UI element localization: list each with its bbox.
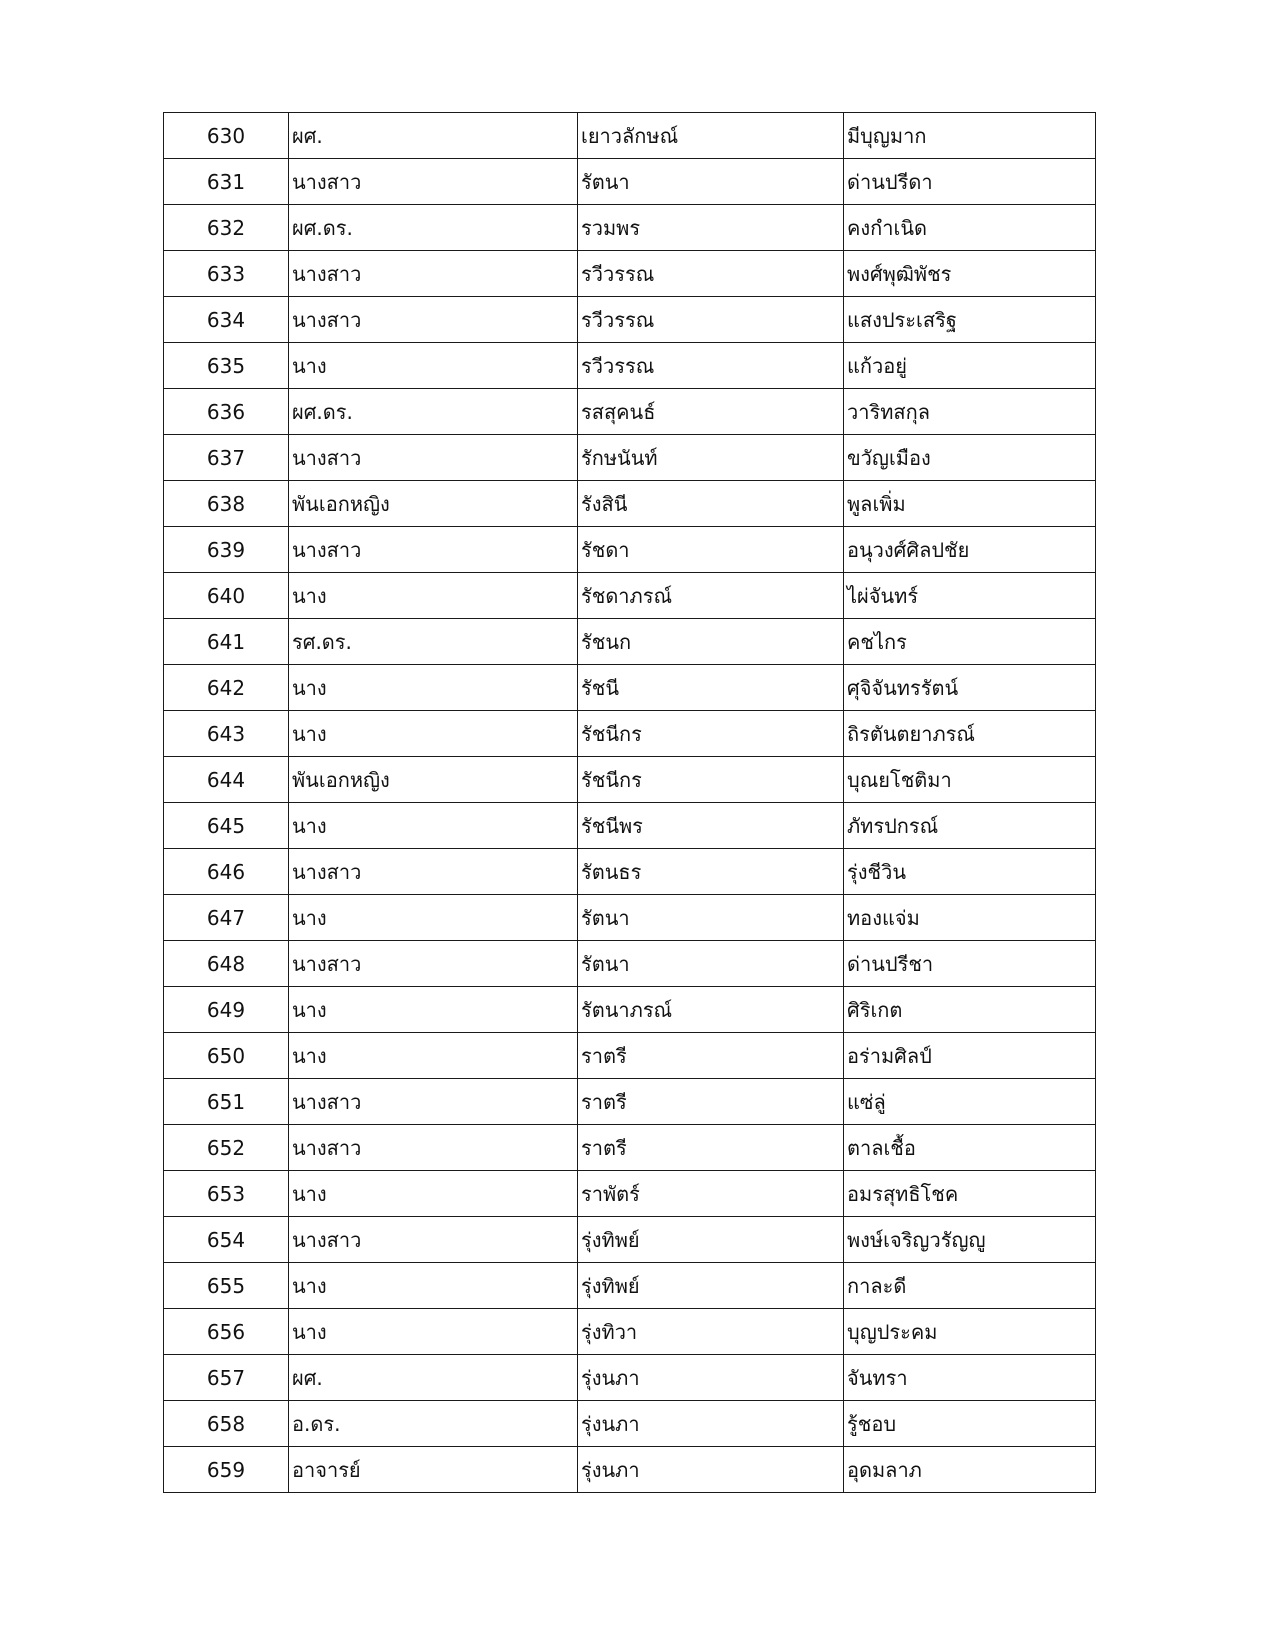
last-name-cell: คชไกร [844,619,1096,665]
name-title-cell: นางสาว [289,1079,578,1125]
table-row [164,1217,1096,1263]
last-name-cell: อมรสุทธิโชค [844,1171,1096,1217]
name-title-cell: นาง [289,1263,578,1309]
name-title-cell: นางสาว [289,849,578,895]
name-title-cell: นาง [289,1171,578,1217]
name-title-cell: อ.ดร. [289,1401,578,1447]
row-number-cell: 646 [164,849,289,895]
table-row [164,205,1096,251]
table-row [164,987,1096,1033]
table-row [164,665,1096,711]
last-name-cell: อนุวงศ์ศิลปชัย [844,527,1096,573]
last-name-cell: ไผ่จันทร์ [844,573,1096,619]
first-name-cell: ราตรี [578,1125,844,1171]
row-number-cell: 653 [164,1171,289,1217]
first-name-cell: รัชดาภรณ์ [578,573,844,619]
last-name-cell: ภัทรปกรณ์ [844,803,1096,849]
table-row [164,1309,1096,1355]
first-name-cell: รัชนี [578,665,844,711]
last-name-cell: ถิรตันตยาภรณ์ [844,711,1096,757]
table-row [164,159,1096,205]
name-title-cell: นางสาว [289,941,578,987]
name-title-cell: นาง [289,895,578,941]
row-number-cell: 636 [164,389,289,435]
first-name-cell: รุ่งทิพย์ [578,1217,844,1263]
first-name-cell: รวีวรรณ [578,343,844,389]
table-row [164,1125,1096,1171]
table-row [164,757,1096,803]
table-row [164,1171,1096,1217]
table-row [164,113,1096,159]
first-name-cell: รวีวรรณ [578,297,844,343]
first-name-cell: รัตนา [578,941,844,987]
first-name-cell: รสสุคนธ์ [578,389,844,435]
last-name-cell: รุ่งชีวิน [844,849,1096,895]
table-row [164,481,1096,527]
table-row [164,803,1096,849]
first-name-cell: รัชนก [578,619,844,665]
first-name-cell: รักษนันท์ [578,435,844,481]
name-title-cell: นาง [289,987,578,1033]
first-name-cell: รัตนธร [578,849,844,895]
name-title-cell: นางสาว [289,297,578,343]
table-body [164,113,1096,1493]
row-number-cell: 635 [164,343,289,389]
name-title-cell: ผศ. [289,1355,578,1401]
row-number-cell: 640 [164,573,289,619]
row-number-cell: 630 [164,113,289,159]
name-title-cell: นาง [289,711,578,757]
last-name-cell: ด่านปรีชา [844,941,1096,987]
first-name-cell: รุ่งนภา [578,1355,844,1401]
last-name-cell: ศุจิจันทรรัตน์ [844,665,1096,711]
name-title-cell: นาง [289,343,578,389]
table-row [164,1355,1096,1401]
last-name-cell: มีบุญมาก [844,113,1096,159]
last-name-cell: วาริทสกุล [844,389,1096,435]
first-name-cell: รวีวรรณ [578,251,844,297]
table-row [164,343,1096,389]
last-name-cell: พูลเพิ่ม [844,481,1096,527]
name-title-cell: ผศ.ดร. [289,205,578,251]
last-name-cell: พงศ์พุฒิพัชร [844,251,1096,297]
first-name-cell: ราตรี [578,1033,844,1079]
table-row [164,895,1096,941]
row-number-cell: 647 [164,895,289,941]
name-title-cell: นางสาว [289,435,578,481]
name-title-cell: นาง [289,573,578,619]
table-row [164,527,1096,573]
name-title-cell: นาง [289,1309,578,1355]
first-name-cell: รุ่งนภา [578,1447,844,1493]
name-title-cell: นางสาว [289,1125,578,1171]
table-row [164,251,1096,297]
row-number-cell: 652 [164,1125,289,1171]
last-name-cell: บุณยโชติมา [844,757,1096,803]
row-number-cell: 642 [164,665,289,711]
table-row [164,941,1096,987]
last-name-cell: ตาลเชื้อ [844,1125,1096,1171]
table-row [164,573,1096,619]
last-name-cell: อุดมลาภ [844,1447,1096,1493]
table-row [164,297,1096,343]
row-number-cell: 633 [164,251,289,297]
last-name-cell: พงษ์เจริญวรัญญู [844,1217,1096,1263]
last-name-cell: รู้ชอบ [844,1401,1096,1447]
name-title-cell: อาจารย์ [289,1447,578,1493]
last-name-cell: แสงประเสริฐ [844,297,1096,343]
row-number-cell: 658 [164,1401,289,1447]
row-number-cell: 645 [164,803,289,849]
row-number-cell: 648 [164,941,289,987]
last-name-cell: อร่ามศิลป์ [844,1033,1096,1079]
last-name-cell: กาละดี [844,1263,1096,1309]
table-row [164,435,1096,481]
name-title-cell: นาง [289,803,578,849]
first-name-cell: รุ่งทิวา [578,1309,844,1355]
last-name-cell: แก้วอยู่ [844,343,1096,389]
first-name-cell: รังสินี [578,481,844,527]
first-name-cell: รัตนาภรณ์ [578,987,844,1033]
row-number-cell: 643 [164,711,289,757]
last-name-cell: ศิริเกต [844,987,1096,1033]
table-row [164,1401,1096,1447]
first-name-cell: รัชนีกร [578,711,844,757]
first-name-cell: รัชดา [578,527,844,573]
table-row [164,619,1096,665]
name-title-cell: นางสาว [289,159,578,205]
name-title-cell: นาง [289,1033,578,1079]
first-name-cell: รัชนีกร [578,757,844,803]
last-name-cell: ขวัญเมือง [844,435,1096,481]
row-number-cell: 644 [164,757,289,803]
row-number-cell: 638 [164,481,289,527]
first-name-cell: รัตนา [578,895,844,941]
row-number-cell: 634 [164,297,289,343]
row-number-cell: 654 [164,1217,289,1263]
row-number-cell: 631 [164,159,289,205]
row-number-cell: 641 [164,619,289,665]
name-title-cell: พันเอกหญิง [289,481,578,527]
row-number-cell: 655 [164,1263,289,1309]
first-name-cell: รัตนา [578,159,844,205]
first-name-cell: รวมพร [578,205,844,251]
row-number-cell: 637 [164,435,289,481]
name-title-cell: นางสาว [289,1217,578,1263]
row-number-cell: 657 [164,1355,289,1401]
name-title-cell: ผศ. [289,113,578,159]
name-title-cell: รศ.ดร. [289,619,578,665]
first-name-cell: ราตรี [578,1079,844,1125]
table-row [164,711,1096,757]
table-row [164,1033,1096,1079]
table-row [164,389,1096,435]
first-name-cell: รุ่งทิพย์ [578,1263,844,1309]
row-number-cell: 656 [164,1309,289,1355]
last-name-cell: คงกำเนิด [844,205,1096,251]
first-name-cell: ราพัตร์ [578,1171,844,1217]
row-number-cell: 639 [164,527,289,573]
last-name-cell: จันทรา [844,1355,1096,1401]
row-number-cell: 649 [164,987,289,1033]
last-name-cell: บุญประคม [844,1309,1096,1355]
row-number-cell: 650 [164,1033,289,1079]
row-number-cell: 651 [164,1079,289,1125]
first-name-cell: เยาวลักษณ์ [578,113,844,159]
last-name-cell: แซ่ลู่ [844,1079,1096,1125]
last-name-cell: ด่านปรีดา [844,159,1096,205]
table-row [164,1447,1096,1493]
row-number-cell: 659 [164,1447,289,1493]
name-title-cell: พันเอกหญิง [289,757,578,803]
name-title-cell: นาง [289,665,578,711]
table-row [164,1263,1096,1309]
name-title-cell: นางสาว [289,251,578,297]
name-title-cell: นางสาว [289,527,578,573]
first-name-cell: รัชนีพร [578,803,844,849]
table-row [164,1079,1096,1125]
name-title-cell: ผศ.ดร. [289,389,578,435]
row-number-cell: 632 [164,205,289,251]
table-row [164,849,1096,895]
last-name-cell: ทองแจ่ม [844,895,1096,941]
name-list-table [163,112,1096,1493]
first-name-cell: รุ่งนภา [578,1401,844,1447]
